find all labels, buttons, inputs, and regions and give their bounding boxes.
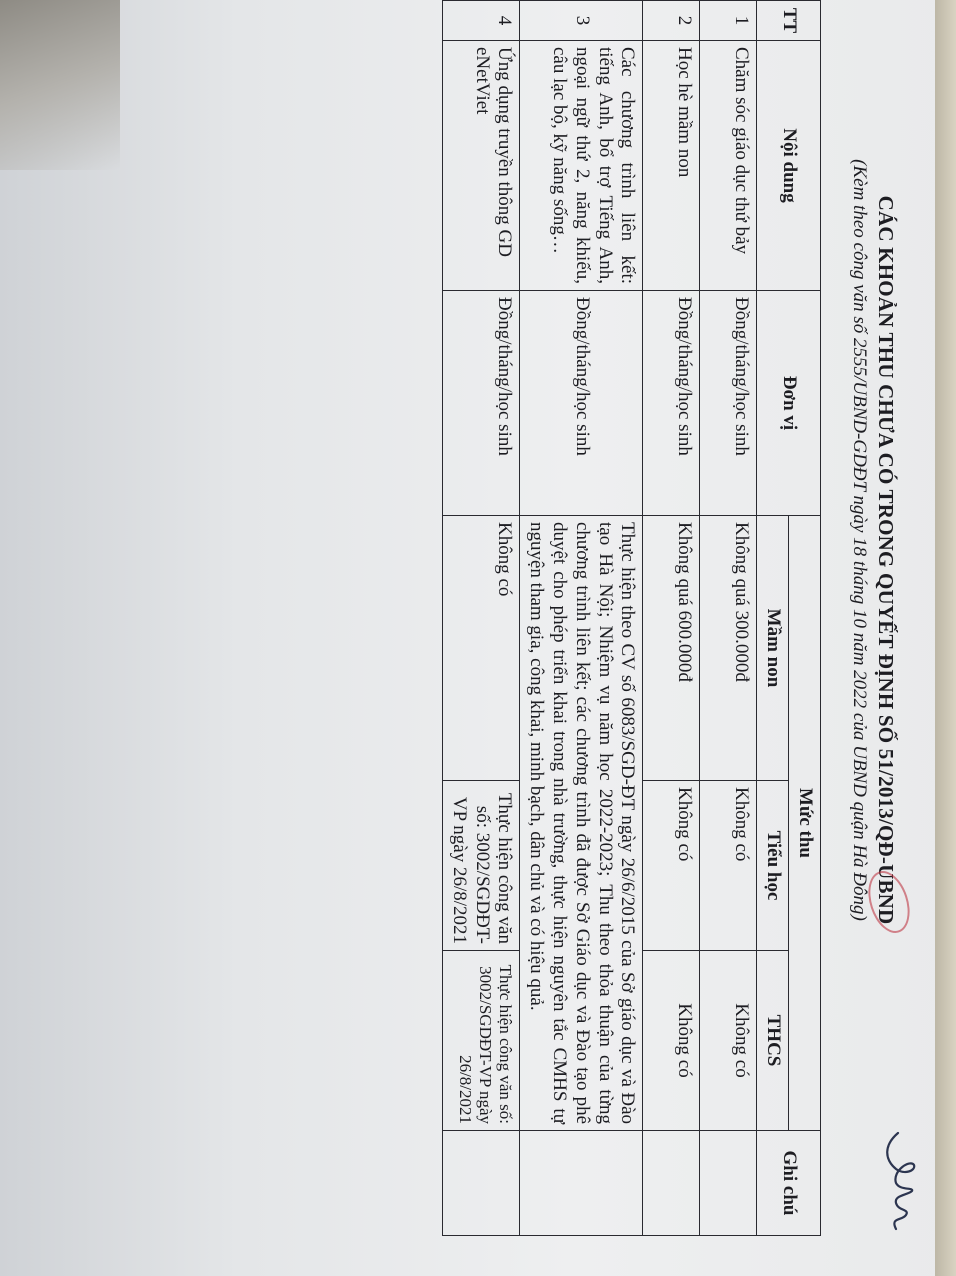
row-ghi-chu: [643, 1131, 700, 1236]
header-muc-thu: Mức thu: [789, 516, 821, 1131]
header-tt: TT: [757, 1, 821, 41]
row-tieu-hoc: Thực hiện công văn số: 3002/SGDĐT-VP ngày 26/8/2021: [443, 781, 520, 951]
row-don-vi: Đồng/tháng/học sinh: [520, 291, 643, 516]
row-noi-dung: Ứng dụng truyền thông GD eNetViet: [443, 41, 520, 291]
row-mam-non: Không quá 600.000đ: [643, 516, 700, 781]
header-ghi-chu: Ghi chú: [757, 1131, 821, 1236]
row-muc-thu-merged: Thực hiện theo CV số 6083/SGD-ĐT ngày 26/6/2015 của Sở giáo dục và Đào tạo Hà Nội; Nhiệm vụ năm học 2022-2023; Thu theo thỏa thuận của từng chương trình liên kết; các chương trình đã được Sở Giáo dục và Đào tạo phê duyệt cho phép triển khai trong nhà trường, thực hiện nguyên tắc CMHS tự nguyện tham gia, công khai, minh bạch, dân chủ và có hiệu quả.: [520, 516, 643, 1131]
row-tt: 4: [443, 1, 520, 41]
row-ghi-chu: [700, 1131, 757, 1236]
row-mam-non: Không có: [443, 516, 520, 781]
row-don-vi: Đồng/tháng/học sinh: [643, 291, 700, 516]
row-noi-dung: Chăm sóc giáo dục thứ bảy: [700, 41, 757, 291]
row-ghi-chu: [443, 1131, 520, 1236]
row-tt: 1: [700, 1, 757, 41]
fee-table: [442, 0, 821, 1236]
row-mam-non: Không quá 300.000đ: [700, 516, 757, 781]
document-title: CÁC KHOẢN THU CHƯA CÓ TRONG QUYẾT ĐỊNH SỐ 51/2013/QĐ-UBND: [874, 195, 898, 925]
document-subtitle: (Kèm theo công văn số 2555/UBND-GDĐT ngày 18 tháng 10 năm 2022 của UBND quận Hà Đông): [849, 159, 870, 921]
table-header-row: [789, 1, 821, 1236]
table-row: [700, 1, 757, 1236]
header-thcs: THCS: [757, 951, 789, 1131]
row-tieu-hoc: Không có: [643, 781, 700, 951]
row-tt: 2: [643, 1, 700, 41]
row-tt: 3: [520, 1, 643, 41]
table-row: [643, 1, 700, 1236]
row-don-vi: Đồng/tháng/học sinh: [443, 291, 520, 516]
table-row: [443, 1, 520, 1236]
row-noi-dung: Các chương trình liên kết: tiếng Anh, bổ trợ Tiếng Anh, ngoại ngữ thứ 2, năng khiếu, câu lạc bộ, kỹ năng sống…: [520, 41, 643, 291]
header-mam-non: Mầm non: [757, 516, 789, 781]
row-tieu-hoc: Không có: [700, 781, 757, 951]
row-thcs: Thực hiện công văn số: 3002/SGDĐT-VP ngày 26/8/2021: [443, 951, 520, 1131]
row-thcs: Không có: [700, 951, 757, 1131]
row-don-vi: Đồng/tháng/học sinh: [700, 291, 757, 516]
handwritten-signature: [876, 1125, 936, 1245]
row-ghi-chu: [520, 1131, 643, 1236]
row-noi-dung: Học hè mầm non: [643, 41, 700, 291]
header-don-vi: Đơn vị: [757, 291, 821, 516]
header-tieu-hoc: Tiểu học: [757, 781, 789, 951]
row-thcs: Không có: [643, 951, 700, 1131]
header-noi-dung: Nội dung: [757, 41, 821, 291]
table-row: [520, 1, 643, 1236]
